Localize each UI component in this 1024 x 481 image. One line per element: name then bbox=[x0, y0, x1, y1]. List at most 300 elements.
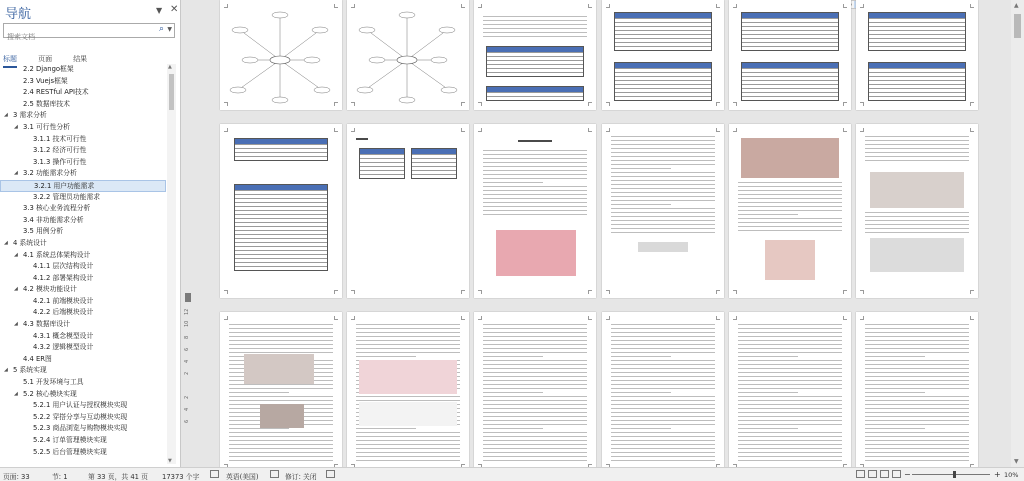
text-line bbox=[229, 352, 333, 353]
crop-mark bbox=[334, 290, 338, 294]
text-line bbox=[483, 150, 587, 151]
ruler-grip[interactable] bbox=[185, 293, 191, 302]
nav-heading-item[interactable] bbox=[0, 447, 166, 459]
text-line bbox=[356, 352, 460, 353]
crop-mark bbox=[588, 4, 592, 8]
nav-heading-item[interactable] bbox=[0, 307, 166, 319]
nav-heading-label: 3.2.2 管理员功能需求 bbox=[33, 192, 101, 201]
text-line bbox=[483, 210, 587, 211]
nav-heading-item[interactable] bbox=[0, 134, 166, 146]
text-line bbox=[483, 16, 587, 17]
text-line bbox=[611, 408, 715, 409]
crop-mark bbox=[716, 102, 720, 106]
text-line bbox=[611, 416, 715, 417]
ruler-mark: 4 bbox=[184, 407, 190, 411]
table-block bbox=[741, 62, 839, 101]
nav-heading-label: 5.1 开发环境与工具 bbox=[23, 378, 84, 387]
nav-heading-item[interactable] bbox=[0, 389, 166, 401]
crop-mark bbox=[733, 316, 737, 320]
tab-results[interactable]: 结果 bbox=[73, 55, 88, 63]
text-line bbox=[865, 324, 969, 325]
text-line bbox=[356, 456, 460, 457]
figure-image bbox=[870, 238, 964, 272]
status-language[interactable]: 英语(美国) bbox=[226, 473, 259, 481]
text-line bbox=[738, 194, 842, 195]
text-line bbox=[611, 196, 715, 197]
nav-heading-item[interactable] bbox=[0, 377, 166, 389]
nav-heading-item[interactable] bbox=[0, 87, 166, 99]
nav-options-icon[interactable]: ▼ bbox=[156, 6, 163, 15]
tab-pages[interactable]: 页面 bbox=[38, 55, 53, 63]
diagram-center-node bbox=[397, 56, 417, 64]
nav-heading-item[interactable] bbox=[0, 180, 166, 192]
text-line bbox=[229, 332, 333, 333]
text-line bbox=[865, 408, 969, 409]
text-line bbox=[865, 356, 925, 357]
text-line bbox=[483, 328, 587, 329]
text-line bbox=[611, 204, 671, 205]
nav-heading-label: 4.3.1 概念模型设计 bbox=[33, 331, 94, 340]
text-line bbox=[229, 340, 333, 341]
text-line bbox=[611, 344, 715, 345]
crop-mark bbox=[843, 4, 847, 8]
expand-triangle-icon[interactable]: ◢ bbox=[4, 367, 8, 374]
page-thumbnail bbox=[347, 312, 469, 467]
nav-heading-item[interactable] bbox=[0, 296, 166, 308]
table-row bbox=[742, 46, 838, 50]
diagram-node bbox=[431, 57, 447, 63]
nav-heading-item[interactable] bbox=[0, 342, 166, 354]
text-line bbox=[356, 340, 460, 341]
status-words[interactable]: 17373 个字 bbox=[162, 473, 200, 481]
vertical-ruler bbox=[182, 305, 194, 423]
text-line bbox=[738, 186, 842, 187]
expand-triangle-icon[interactable]: ◢ bbox=[4, 112, 8, 119]
text-line bbox=[738, 432, 842, 433]
table-row bbox=[869, 96, 965, 100]
close-icon[interactable]: ✕ bbox=[170, 4, 179, 15]
crop-mark bbox=[588, 316, 592, 320]
ruler-mark: 8 bbox=[184, 335, 190, 339]
diagram-edge bbox=[367, 30, 407, 60]
crop-mark bbox=[970, 290, 974, 294]
crop-mark bbox=[843, 102, 847, 106]
text-line bbox=[865, 348, 969, 349]
text-line bbox=[611, 444, 715, 445]
text-line bbox=[865, 456, 969, 457]
nav-heading-item[interactable] bbox=[0, 192, 166, 204]
record-icon[interactable] bbox=[326, 470, 335, 478]
nav-heading-item[interactable] bbox=[0, 64, 166, 76]
crop-mark bbox=[733, 290, 737, 294]
nav-heading-label: 2.3 Vuejs框架 bbox=[23, 76, 68, 85]
table-block bbox=[486, 86, 584, 101]
text-line bbox=[229, 384, 333, 385]
crop-mark bbox=[224, 290, 228, 294]
text-line bbox=[483, 428, 543, 429]
crop-mark bbox=[843, 290, 847, 294]
status-section[interactable]: 节: 1 bbox=[52, 473, 68, 481]
figure-image bbox=[741, 138, 839, 178]
text-line bbox=[865, 376, 969, 377]
crop-mark bbox=[733, 128, 737, 132]
text-line bbox=[611, 372, 715, 373]
text-line bbox=[611, 136, 715, 137]
text-line bbox=[483, 432, 587, 433]
crop-mark bbox=[478, 4, 482, 8]
text-line bbox=[483, 194, 587, 195]
crop-mark bbox=[461, 4, 465, 8]
text-line bbox=[483, 162, 587, 163]
nav-heading-label: 2.5 数据库技术 bbox=[23, 99, 70, 108]
nav-heading-item[interactable] bbox=[0, 354, 166, 366]
text-line bbox=[738, 400, 842, 401]
diagram-node bbox=[441, 87, 457, 93]
nav-scrollbar[interactable] bbox=[167, 64, 176, 464]
text-line bbox=[611, 164, 715, 165]
text-line bbox=[865, 432, 969, 433]
text-line bbox=[611, 360, 715, 361]
page-thumbnail bbox=[474, 312, 596, 467]
text-line bbox=[865, 400, 969, 401]
nav-heading-label: 3.2.1 用户功能需求 bbox=[34, 181, 95, 190]
text-line bbox=[865, 364, 969, 365]
scroll-down-icon[interactable]: ▼ bbox=[168, 458, 172, 464]
text-line bbox=[483, 28, 587, 29]
crop-mark bbox=[351, 290, 355, 294]
ruler-mark: 6 bbox=[184, 347, 190, 351]
text-line bbox=[483, 420, 587, 421]
text-line bbox=[611, 364, 715, 365]
text-line bbox=[611, 216, 715, 217]
nav-heading-item[interactable] bbox=[0, 203, 166, 215]
text-line bbox=[611, 420, 715, 421]
text-line bbox=[611, 232, 715, 233]
text-line bbox=[865, 392, 925, 393]
text-line bbox=[483, 202, 587, 203]
nav-heading-label: 4.1.1 层次结构设计 bbox=[33, 262, 94, 271]
text-line bbox=[738, 332, 842, 333]
diagram-node bbox=[272, 12, 288, 18]
nav-heading-item[interactable] bbox=[0, 215, 166, 227]
text-line bbox=[483, 166, 587, 167]
text-line bbox=[611, 448, 715, 449]
scroll-thumb[interactable] bbox=[1014, 14, 1021, 38]
text-line bbox=[483, 436, 587, 437]
text-line bbox=[483, 32, 587, 33]
text-line bbox=[611, 404, 715, 405]
text-line bbox=[483, 412, 587, 413]
crop-mark bbox=[606, 316, 610, 320]
text-line bbox=[611, 172, 715, 173]
crop-mark bbox=[716, 316, 720, 320]
text-line bbox=[865, 380, 969, 381]
proofing-icon[interactable] bbox=[210, 470, 219, 478]
nav-heading-label: 5 系统实现 bbox=[13, 366, 47, 375]
text-line bbox=[738, 226, 842, 227]
diagram-node bbox=[272, 97, 288, 103]
text-line bbox=[483, 356, 543, 357]
text-line bbox=[865, 140, 969, 141]
status-page[interactable]: 页面: 33 bbox=[3, 473, 30, 481]
crop-mark bbox=[860, 316, 864, 320]
nav-heading-item[interactable] bbox=[0, 250, 166, 262]
diagram-edge bbox=[240, 30, 280, 60]
text-line bbox=[738, 388, 842, 389]
document-scrollbar[interactable] bbox=[1011, 0, 1024, 467]
text-line bbox=[611, 212, 715, 213]
diagram-node bbox=[312, 27, 328, 33]
nav-heading-item[interactable] bbox=[0, 238, 166, 250]
table-row bbox=[615, 46, 711, 50]
text-line bbox=[611, 176, 715, 177]
text-line bbox=[483, 388, 587, 389]
crop-mark bbox=[606, 290, 610, 294]
text-line bbox=[738, 182, 842, 183]
text-line bbox=[865, 404, 969, 405]
zoom-percent[interactable]: 10% bbox=[1004, 471, 1019, 479]
text-line bbox=[611, 400, 715, 401]
text-line bbox=[356, 400, 460, 401]
nav-heading-label: 4.2 模块功能设计 bbox=[23, 285, 77, 294]
text-line bbox=[738, 424, 842, 425]
text-line bbox=[611, 228, 715, 229]
nav-heading-label: 4.1 系统总体架构设计 bbox=[23, 250, 91, 259]
nav-heading-label: 4.3.2 逻辑模型设计 bbox=[33, 343, 94, 352]
scroll-down-icon[interactable]: ▼ bbox=[1014, 458, 1019, 465]
zoom-in-button[interactable]: + bbox=[994, 470, 1001, 479]
page-thumbnail bbox=[220, 0, 342, 110]
zoom-out-button[interactable]: − bbox=[904, 470, 911, 479]
nav-title: 导航 bbox=[5, 7, 32, 22]
zoom-slider-knob[interactable] bbox=[953, 471, 956, 478]
text-line bbox=[865, 336, 969, 337]
crop-mark bbox=[860, 128, 864, 132]
text-line bbox=[865, 452, 969, 453]
text-line bbox=[865, 420, 969, 421]
crop-mark bbox=[461, 128, 465, 132]
nav-heading-item[interactable] bbox=[0, 319, 166, 331]
diagram-edge bbox=[280, 60, 322, 90]
zoom-slider[interactable] bbox=[912, 474, 990, 475]
crop-mark bbox=[716, 128, 720, 132]
print-layout-icon[interactable] bbox=[856, 470, 865, 478]
crop-mark bbox=[970, 4, 974, 8]
table-block bbox=[614, 12, 712, 51]
diagram-edge bbox=[407, 60, 449, 90]
text-line bbox=[229, 460, 333, 461]
nav-heading-item[interactable] bbox=[0, 273, 166, 285]
text-line bbox=[611, 412, 715, 413]
nav-heading-item[interactable] bbox=[0, 157, 166, 169]
text-line bbox=[865, 228, 969, 229]
text-line bbox=[865, 212, 969, 213]
crop-mark bbox=[334, 128, 338, 132]
crop-mark bbox=[970, 316, 974, 320]
text-line bbox=[738, 392, 798, 393]
text-line bbox=[483, 332, 587, 333]
text-line bbox=[483, 36, 587, 37]
nav-heading-label: 4.1.2 部署架构设计 bbox=[33, 273, 94, 282]
expand-triangle-icon[interactable]: ◢ bbox=[4, 239, 8, 246]
status-page-of[interactable]: 第 33 页，共 41 页 bbox=[88, 473, 148, 481]
draft-view-icon[interactable] bbox=[892, 470, 901, 478]
nav-heading-item[interactable] bbox=[0, 400, 166, 412]
nav-heading-item[interactable] bbox=[0, 423, 166, 435]
text-line bbox=[483, 368, 587, 369]
nav-heading-label: 2.2 Django框架 bbox=[23, 65, 74, 73]
nav-heading-label: 4.3 数据库设计 bbox=[23, 320, 70, 329]
text-line bbox=[611, 440, 715, 441]
diagram-edge bbox=[365, 60, 407, 90]
text-line bbox=[483, 336, 587, 337]
text-line bbox=[483, 186, 587, 187]
text-line bbox=[356, 344, 460, 345]
document-area bbox=[182, 0, 1024, 467]
crop-mark bbox=[606, 128, 610, 132]
text-line bbox=[356, 396, 460, 397]
text-line bbox=[738, 198, 842, 199]
nav-heading-item[interactable] bbox=[0, 226, 166, 238]
table-row bbox=[412, 174, 456, 178]
table-block bbox=[411, 148, 457, 179]
nav-heading-item[interactable] bbox=[0, 110, 166, 122]
text-line bbox=[865, 460, 969, 461]
nav-heading-item[interactable] bbox=[0, 145, 166, 157]
text-line bbox=[483, 424, 587, 425]
nav-heading-item[interactable] bbox=[0, 365, 166, 377]
text-line bbox=[865, 340, 969, 341]
text-line bbox=[865, 232, 969, 233]
crop-mark bbox=[860, 102, 864, 106]
crop-mark bbox=[461, 316, 465, 320]
status-bar bbox=[0, 467, 1024, 481]
text-line bbox=[611, 200, 715, 201]
nav-heading-item[interactable] bbox=[0, 284, 166, 296]
figure-image bbox=[359, 360, 457, 394]
text-line bbox=[865, 144, 969, 145]
chevron-down-icon[interactable]: ▼ bbox=[167, 26, 172, 33]
tab-headings[interactable]: 标题 bbox=[3, 54, 17, 68]
diagram-figure bbox=[220, 0, 342, 110]
nav-heading-label: 5.2.3 商品浏览与购物模块实现 bbox=[33, 424, 128, 433]
text-line bbox=[738, 444, 842, 445]
nav-heading-item[interactable] bbox=[0, 412, 166, 424]
text-line bbox=[611, 208, 715, 209]
search-input[interactable] bbox=[4, 31, 144, 44]
text-line bbox=[865, 436, 969, 437]
text-line bbox=[611, 140, 715, 141]
text-line bbox=[611, 184, 715, 185]
text-line bbox=[738, 376, 842, 377]
nav-heading-item[interactable] bbox=[0, 122, 166, 134]
crop-mark bbox=[224, 102, 228, 106]
page-thumbnail bbox=[474, 124, 596, 298]
text-line bbox=[483, 372, 587, 373]
expand-triangle-icon[interactable]: ◢ bbox=[14, 390, 18, 397]
text-line bbox=[865, 396, 969, 397]
crop-mark bbox=[733, 102, 737, 106]
text-line bbox=[865, 148, 969, 149]
text-line bbox=[483, 20, 587, 21]
diagram-node bbox=[304, 57, 320, 63]
expand-triangle-icon[interactable]: ◢ bbox=[14, 123, 18, 130]
nav-heading-item[interactable] bbox=[0, 76, 166, 88]
text-line bbox=[356, 348, 460, 349]
text-line bbox=[865, 332, 969, 333]
nav-heading-label: 4.2.1 前端模块设计 bbox=[33, 296, 94, 305]
expand-triangle-icon[interactable]: ◢ bbox=[14, 321, 18, 328]
text-line bbox=[611, 460, 715, 461]
text-line bbox=[356, 460, 460, 461]
text-line bbox=[611, 324, 715, 325]
text-line bbox=[229, 432, 333, 433]
expand-triangle-icon[interactable]: ◢ bbox=[14, 286, 18, 293]
page-thumbnail bbox=[347, 124, 469, 298]
page-thumbnail bbox=[602, 312, 724, 467]
text-line bbox=[229, 428, 289, 429]
search-icon[interactable]: ⌕ bbox=[158, 24, 164, 34]
scroll-up-icon[interactable]: ▲ bbox=[1014, 2, 1019, 9]
nav-heading-item[interactable] bbox=[0, 331, 166, 343]
scroll-thumb[interactable] bbox=[169, 74, 174, 110]
macro-icon[interactable] bbox=[270, 470, 279, 478]
status-track-changes[interactable]: 修订: 关闭 bbox=[285, 473, 317, 481]
text-line bbox=[229, 336, 333, 337]
text-line bbox=[738, 368, 842, 369]
text-line bbox=[356, 432, 460, 433]
scroll-up-icon[interactable]: ▲ bbox=[168, 64, 172, 70]
nav-heading-label: 3.2 功能需求分析 bbox=[23, 169, 77, 178]
text-line bbox=[738, 456, 842, 457]
crop-mark bbox=[224, 128, 228, 132]
web-layout-icon[interactable] bbox=[880, 470, 889, 478]
nav-heading-item[interactable] bbox=[0, 99, 166, 111]
text-line bbox=[738, 222, 842, 223]
expand-triangle-icon[interactable]: ◢ bbox=[14, 251, 18, 258]
nav-heading-label: 5.2 核心模块实现 bbox=[23, 389, 77, 398]
expand-triangle-icon[interactable]: ◢ bbox=[14, 170, 18, 177]
figure-image bbox=[765, 240, 815, 280]
text-line bbox=[483, 384, 587, 385]
text-line bbox=[483, 344, 587, 345]
nav-heading-label: 3.4 非功能需求分析 bbox=[23, 215, 84, 224]
text-line bbox=[738, 190, 842, 191]
table-block bbox=[234, 184, 328, 271]
text-line bbox=[483, 392, 543, 393]
heading-line bbox=[356, 138, 368, 140]
text-line bbox=[611, 220, 715, 221]
nav-heading-item[interactable] bbox=[0, 435, 166, 447]
text-line bbox=[738, 420, 842, 421]
nav-heading-label: 4.2.2 后端模块设计 bbox=[33, 308, 94, 317]
text-line bbox=[865, 136, 969, 137]
text-line bbox=[865, 160, 969, 161]
text-line bbox=[738, 218, 842, 219]
nav-heading-label: 5.2.4 订单管理模块实现 bbox=[33, 436, 107, 444]
full-screen-icon[interactable] bbox=[868, 470, 877, 478]
nav-heading-label: 5.2.5 后台管理模块实现 bbox=[33, 447, 107, 456]
text-line bbox=[229, 392, 289, 393]
nav-heading-item[interactable] bbox=[0, 261, 166, 273]
text-line bbox=[865, 216, 969, 217]
diagram-edge bbox=[407, 30, 447, 60]
text-line bbox=[483, 448, 587, 449]
text-line bbox=[611, 332, 715, 333]
crop-mark bbox=[224, 4, 228, 8]
nav-heading-item[interactable] bbox=[0, 168, 166, 180]
figure-image bbox=[359, 402, 457, 426]
